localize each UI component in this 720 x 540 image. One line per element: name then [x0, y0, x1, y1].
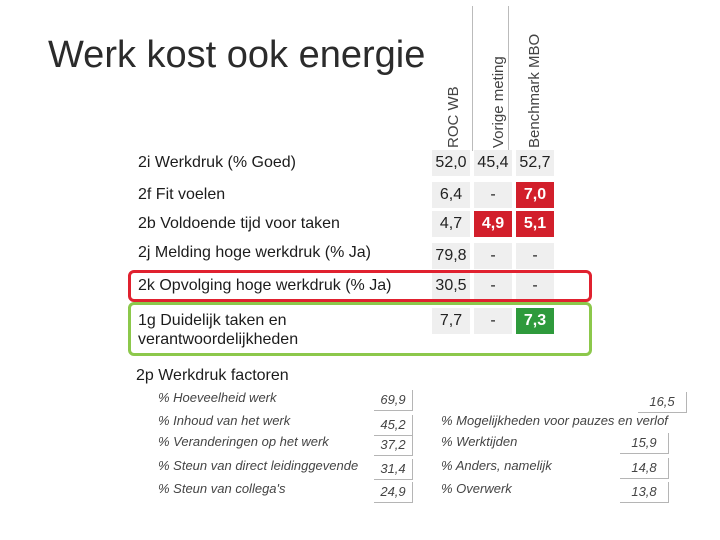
factor-value: 16,5	[638, 392, 687, 413]
row-label: 2f Fit voelen	[138, 186, 226, 203]
value-cell: 52,0	[432, 150, 470, 176]
factor-label: % Anders, namelijk	[441, 458, 552, 473]
factor-value: 15,9	[620, 433, 669, 454]
row-label: 2j Melding hoge werkdruk (% Ja)	[138, 244, 371, 261]
factor-label: % Werktijden	[441, 434, 518, 449]
column-divider	[508, 6, 509, 151]
factor-value: 45,2	[374, 415, 413, 436]
value-cell: -	[516, 273, 554, 299]
column-header-vorige-meting: Vorige meting	[490, 56, 507, 148]
value-cell: -	[474, 308, 512, 334]
factor-label: % Veranderingen op het werk	[158, 434, 329, 449]
value-cell-green: 7,3	[516, 308, 554, 334]
value-cell: 79,8	[432, 243, 470, 269]
factor-label: % Mogelijkheden voor pauzes en verlof	[441, 413, 668, 428]
factor-label: % Inhoud van het werk	[158, 413, 291, 428]
value-cell-red: 4,9	[474, 211, 512, 237]
value-cell: -	[474, 182, 512, 208]
value-cell: -	[516, 243, 554, 269]
page-title: Werk kost ook energie	[48, 34, 426, 76]
value-cell: 6,4	[432, 182, 470, 208]
factor-value: 37,2	[374, 435, 413, 456]
row-label: 1g Duidelijk taken en verantwoordelijkheden	[138, 312, 299, 348]
value-cell: 4,7	[432, 211, 470, 237]
column-divider	[472, 6, 473, 151]
row-label: 2b Voldoende tijd voor taken	[138, 215, 340, 232]
factor-label: % Steun van collega's	[158, 481, 286, 496]
factor-label: % Overwerk	[441, 481, 512, 496]
value-cell: 45,4	[474, 150, 512, 176]
value-cell: -	[474, 243, 512, 269]
factor-label: % Hoeveelheid werk	[158, 390, 277, 405]
value-cell: -	[474, 273, 512, 299]
value-cell-red: 7,0	[516, 182, 554, 208]
factor-value: 13,8	[620, 482, 669, 503]
value-cell-red: 5,1	[516, 211, 554, 237]
value-cell: 30,5	[432, 273, 470, 299]
factor-label: % Steun van direct leidinggevende	[158, 458, 359, 473]
column-header-roc-wb: ROC WB	[445, 86, 462, 148]
factor-value: 14,8	[620, 458, 669, 479]
value-cell: 52,7	[516, 150, 554, 176]
factor-value: 31,4	[374, 459, 413, 480]
row-label: 2i Werkdruk (% Goed)	[138, 154, 296, 171]
row-label: 2k Opvolging hoge werkdruk (% Ja)	[138, 277, 392, 294]
column-header-benchmark-mbo: Benchmark MBO	[526, 33, 543, 148]
factor-value: 24,9	[374, 482, 413, 503]
value-cell: 7,7	[432, 308, 470, 334]
factor-value: 69,9	[374, 390, 413, 411]
factors-title: 2p Werkdruk factoren	[136, 367, 289, 384]
